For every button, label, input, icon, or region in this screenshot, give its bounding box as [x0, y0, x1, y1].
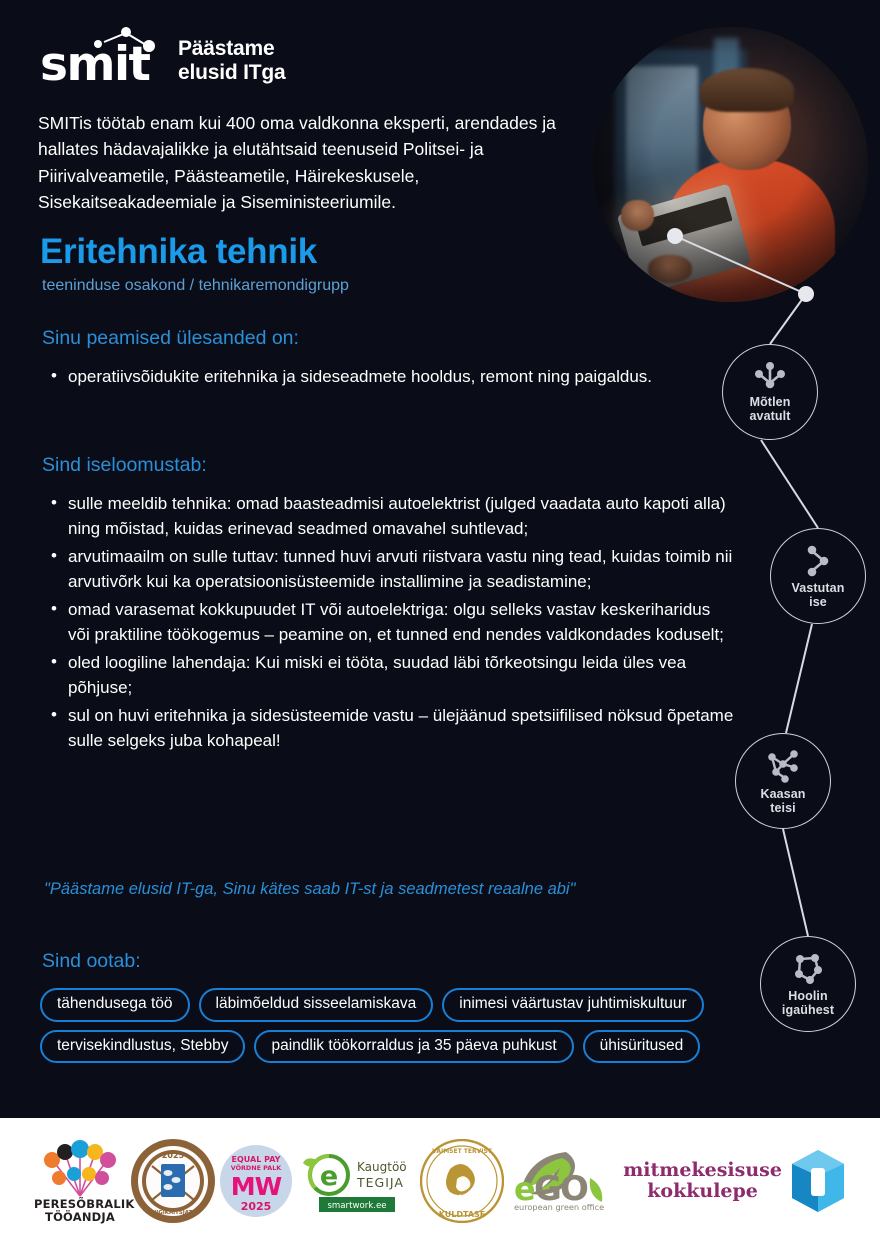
svg-text:G: G	[533, 1169, 562, 1209]
node-network-cluster-icon	[763, 748, 803, 784]
svg-text:VAIMSET TERVIST: VAIMSET TERVIST	[432, 1148, 493, 1155]
offer-pill: ühisüritused	[583, 1030, 701, 1064]
footer-logo-equal-pay	[219, 1144, 293, 1218]
footer-logo-line1: EQUAL PAY	[231, 1155, 281, 1164]
smit-logo	[40, 30, 286, 92]
mental-health-gold-seal-icon	[420, 1139, 504, 1223]
footer-logo-line1: PERESÕBRALIK	[34, 1197, 135, 1212]
pull-quote: "Päästame elusid IT-ga, Sinu kätes saab IT-st ja seadmetest reaalne abi"	[44, 880, 576, 898]
smit-tagline	[178, 37, 286, 85]
value-badge-line2: ise	[809, 594, 827, 609]
family-tree-icon	[34, 1138, 126, 1198]
footer-logo-kaugtoo-tegija	[297, 1145, 417, 1217]
offer-pill: inimesi väärtustav juhtimiskultuur	[442, 988, 703, 1022]
footer-logo-mitmekesisuse-kokkulepe	[623, 1148, 846, 1214]
tasks-list	[46, 365, 686, 392]
smit-wordmark: smit	[40, 37, 150, 92]
footer-logo-mark: MW	[230, 1172, 282, 1201]
footer-logo-url: smartwork.ee	[327, 1201, 387, 1211]
offer-pill: läbimõeldud sisseelamiskava	[199, 988, 434, 1022]
diversity-gem-icon	[790, 1148, 846, 1214]
footer-logo-line2: VÕRDNE PALK	[230, 1164, 282, 1172]
traits-heading: Sind iseloomustab:	[42, 454, 207, 476]
footer-logo-line2: kokkulepe	[647, 1180, 758, 1202]
equal-pay-badge-icon	[219, 1144, 293, 1218]
value-badge-vastutan-ise	[770, 528, 866, 624]
offer-pill-rows	[40, 988, 740, 1071]
smit-tagline-line1: Päästame	[178, 37, 275, 61]
value-badge-label	[782, 989, 834, 1017]
list-item: • omad varasemat kokkupuudet IT või autoelektriga: olgu selleks vastav keskeriharidus või praktiline töökogemus – peamine on, et tunned end nendes valdkondades koduselt;	[46, 598, 736, 648]
offer-heading: Sind ootab:	[42, 950, 141, 972]
list-item: • oled loogiline lahendaja: Kui miski ei tööta, suudad läbi tõrkeotsingu leida üles vea põhjuse;	[46, 651, 736, 701]
svg-text:e: e	[319, 1161, 338, 1192]
smit-tagline-line2: elusid ITga	[178, 61, 286, 84]
kaugtoo-tegija-icon	[297, 1145, 417, 1217]
traits-list	[46, 492, 736, 757]
footer-logo-arc-bottom: KULDTASE	[438, 1210, 486, 1219]
footer-logo-peresobralik-tooandja	[34, 1138, 135, 1225]
value-badge-label	[750, 395, 791, 423]
value-badge-line1: Vastutan	[791, 580, 845, 595]
value-badge-line2: teisi	[770, 800, 796, 815]
footer-logo-line2: TÖÖANDJA	[45, 1210, 115, 1225]
svg-text:e: e	[513, 1170, 536, 1208]
footer-logo-year: 2025	[161, 1151, 184, 1160]
value-badge-hoolin-igauhest	[760, 936, 856, 1032]
value-badge-kaasan-teisi	[735, 733, 831, 829]
offer-pill-row	[40, 988, 740, 1022]
footer-logo-line2: TEGIJA	[356, 1175, 404, 1190]
seal-medallion-icon	[130, 1138, 216, 1224]
offer-pill: tähendusega töö	[40, 988, 190, 1022]
footer-logo-year: 2025	[453, 1194, 471, 1201]
list-item: • sul on huvi eritehnika ja sidesüsteemide vastu – ülejäänud spetsiifilised nöksud õpetame sulle selgeks juba kohapeal!	[46, 704, 736, 754]
job-department: teeninduse osakond / tehnikaremondigrupp	[42, 277, 349, 294]
value-badge-line1: Mõtlen	[749, 394, 791, 409]
list-item: • operatiivsõidukite eritehnika ja sideseadmete hooldus, remont ning paigaldus.	[46, 365, 686, 390]
svg-text:RIIGIKAITSJATE: RIIGIKAITSJATE	[149, 1210, 196, 1216]
photo-vignette	[593, 27, 868, 302]
value-badge-label	[792, 581, 845, 609]
footer-logo-line1: Kaugtöö	[356, 1160, 407, 1174]
page-title: Eritehnika tehnik	[40, 232, 317, 271]
list-item: • arvutimaailm on sulle tuttav: tunned huvi arvuti riistvara vastu ning tead, kuidas toimib nii arvutivõrk kui ka operatsioonisüsteemide installimine ja seadistamine;	[46, 545, 736, 595]
list-item: • sulle meeldib tehnika: omad baasteadmisi autoelektrist (julged vaadata auto kapoti alla) ning mõistad, kuidas erinevad seadmed omavahel suhtlevad;	[46, 492, 736, 542]
node-network-ring-icon	[790, 952, 826, 986]
svg-text:TOETAJA: TOETAJA	[159, 1216, 186, 1222]
offer-pill-row	[40, 1030, 740, 1064]
value-badge-line2: igaühest	[781, 1002, 835, 1017]
hero-photo	[593, 27, 868, 302]
value-badge-line1: Hoolin	[788, 988, 828, 1003]
tasks-heading: Sinu peamised ülesanded on:	[42, 327, 299, 349]
footer-logo-riigikaitsjate-toetaja	[130, 1138, 216, 1224]
footer-logo-vaimset-tervist-kuldtase	[420, 1139, 504, 1223]
value-badge-line2: avatult	[749, 408, 791, 423]
offer-pill: tervisekindlustus, Stebby	[40, 1030, 245, 1064]
footer-logo-strip	[0, 1118, 880, 1244]
svg-text:O: O	[559, 1169, 589, 1209]
offer-pill: paindlik töökorraldus ja 35 päeva puhkust	[254, 1030, 573, 1064]
intro-paragraph: SMITis töötab enam kui 400 oma valdkonna eksperti, arendades ja hallates hädavajalikke ja elutähtsaid teenuseid Politsei- ja Piirivalveametile, Päästeametile, Häirekeskusele, Sisekaitseakadeemiale ja Siseministeeriumile.	[38, 113, 556, 212]
footer-logo-year: 2025	[240, 1200, 272, 1213]
ego-leaf-icon	[508, 1148, 620, 1214]
value-badge-motlen-avatult	[722, 344, 818, 440]
smit-logo-mark	[40, 30, 172, 92]
node-network-y-icon	[751, 362, 789, 392]
value-badge-label	[760, 787, 805, 815]
footer-logo-caption: european green office	[513, 1202, 604, 1212]
footer-logo-line1: mitmekesisuse	[623, 1159, 782, 1182]
node-network-arrow-icon	[801, 544, 835, 578]
value-badge-line1: Kaasan	[760, 786, 806, 801]
footer-logo-european-green-office	[508, 1148, 620, 1214]
